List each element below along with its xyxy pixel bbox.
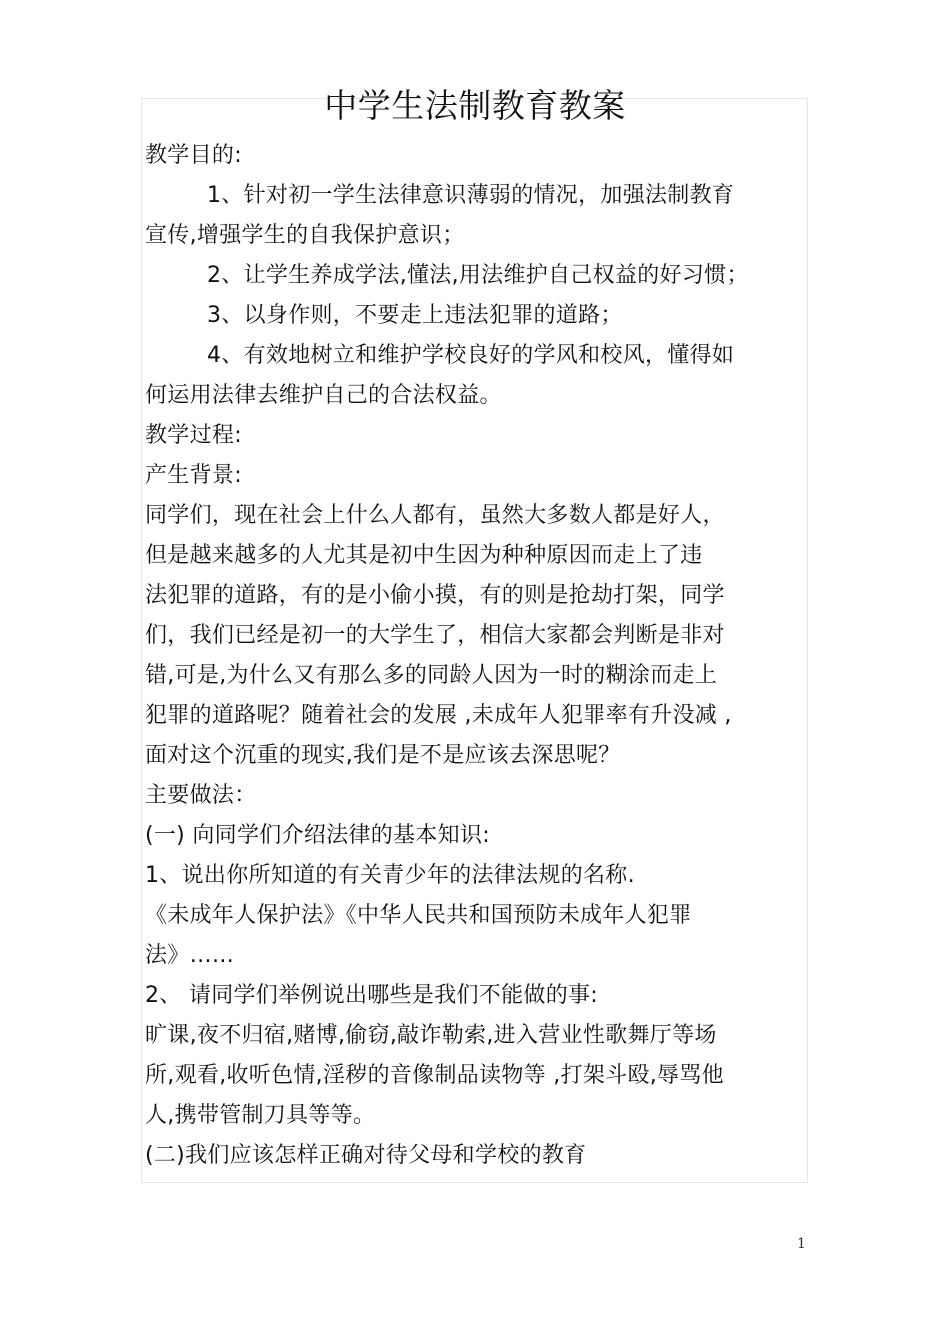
section-heading-process: 教学过程:	[145, 423, 242, 448]
paragraph-line: 《未成年人保护法》《中华人民共和国预防未成年人犯罪	[145, 903, 692, 928]
paragraph-line: 但是越来越多的人尤其是初中生因为种种原因而走上了违	[145, 543, 703, 568]
paragraph-line: 法》……	[145, 943, 235, 968]
list-item: 1、说出你所知道的有关青少年的法律法规的名称.	[145, 863, 635, 888]
document-body	[145, 136, 811, 1176]
section-heading-methods: 主要做法：	[145, 783, 257, 808]
section-heading-background: 产生背景:	[145, 463, 242, 488]
paragraph-line: 们，我们已经是初一的大学生了，相信大家都会判断是非对	[145, 623, 725, 648]
objective-item-2: 2、让学生养成学法,懂法,用法维护自己权益的好习惯；	[207, 263, 749, 288]
paragraph-line: 旷课,夜不归宿,赌博,偷窃,敲诈勒索,进入营业性歌舞厅等场	[145, 1023, 717, 1048]
section-heading-objectives: 教学目的:	[145, 143, 242, 168]
paragraph-line: 犯罪的道路呢？随着社会的发展 ,未成年人犯罪率有升没减 ,	[145, 703, 732, 728]
paragraph-line: 所,观看,收听色情,淫秽的音像制品读物等 ,打架斗殴,辱骂他	[145, 1063, 724, 1088]
objective-item-1-cont: 宣传,增强学生的自我保护意识；	[145, 223, 465, 248]
paragraph-line: 法犯罪的道路，有的是小偷小摸，有的则是抢劫打架，同学	[145, 583, 725, 608]
page-number: 1	[797, 1236, 806, 1252]
paragraph-line: 错,可是,为什么又有那么多的同龄人因为一时的糊涂而走上	[145, 663, 718, 688]
paragraph-line: 人,携带管制刀具等等。	[145, 1103, 376, 1128]
objective-item-4: 4、有效地树立和维护学校良好的学风和校风，懂得如	[207, 343, 735, 368]
objective-item-1: 1、针对初一学生法律意识薄弱的情况，加强法制教育	[207, 183, 735, 208]
paragraph-line: 同学们，现在社会上什么人都有，虽然大多数人都是好人，	[145, 503, 725, 528]
list-item: 2、 请同学们举例说出哪些是我们不能做的事:	[145, 983, 599, 1008]
subsection-heading-1: (一) 向同学们介绍法律的基本知识:	[145, 823, 490, 848]
subsection-heading-2: (二)我们应该怎样正确对待父母和学校的教育	[145, 1143, 587, 1168]
objective-item-4-cont: 何运用法律去维护自己的合法权益。	[145, 383, 502, 408]
document-title: 中学生法制教育教案	[324, 86, 626, 125]
paragraph-line: 面对这个沉重的现实,我们是不是应该去深思呢？	[145, 743, 621, 768]
objective-item-3: 3、以身作则，不要走上违法犯罪的道路；	[207, 303, 623, 328]
